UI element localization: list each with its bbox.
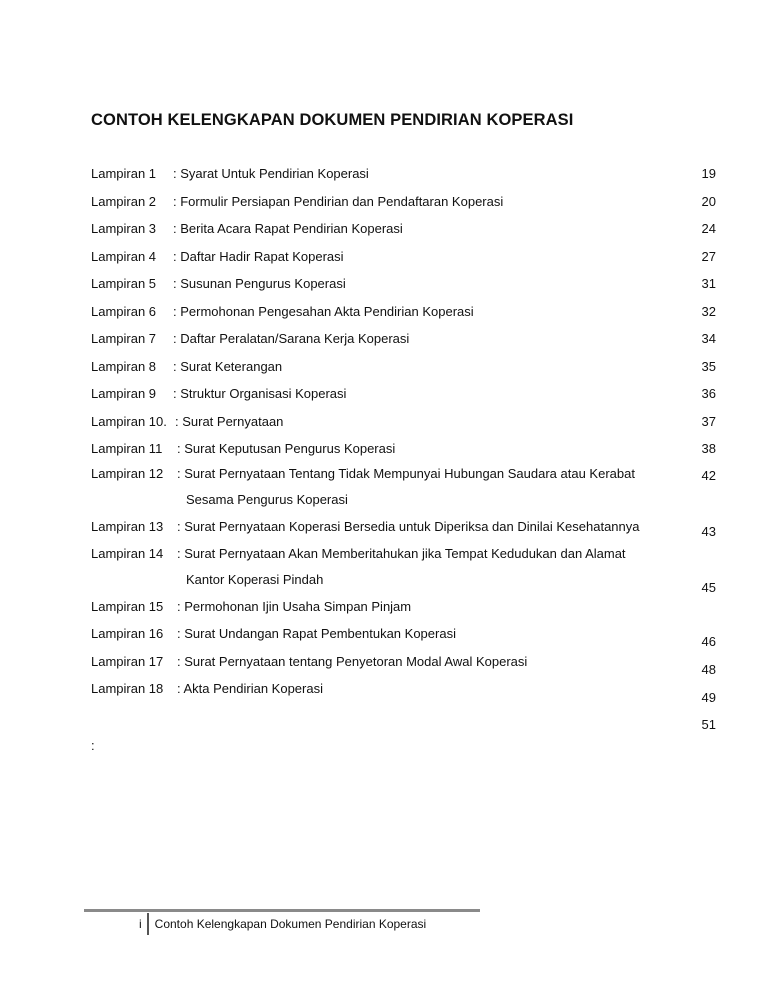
footer-rule <box>84 909 480 912</box>
page-number: 24 <box>701 221 716 236</box>
page-number: 38 <box>701 441 716 456</box>
page-number: 35 <box>701 359 716 374</box>
entry-label: Lampiran 16 <box>91 626 164 641</box>
footer-text: Contoh Kelengkapan Dokumen Pendirian Koperasi <box>154 917 427 931</box>
entry-text: : Susunan Pengurus Koperasi <box>173 276 346 291</box>
document-title: CONTOH KELENGKAPAN DOKUMEN PENDIRIAN KOPERASI <box>91 111 574 129</box>
entry-text-continued: Kantor Koperasi Pindah <box>186 572 324 587</box>
entry-text: : Surat Pernyataan tentang Penyetoran Modal Awal Koperasi <box>177 654 528 669</box>
entry-text: : Berita Acara Rapat Pendirian Koperasi <box>173 221 403 236</box>
list-item <box>91 441 396 457</box>
entry-text: : Permohonan Pengesahan Akta Pendirian Koperasi <box>173 304 474 319</box>
footer-page-number: i <box>139 917 142 931</box>
page-number: 49 <box>701 690 716 705</box>
list-item <box>91 626 456 642</box>
page-number: 31 <box>701 276 716 291</box>
list-item <box>91 359 283 375</box>
page-number: 43 <box>701 524 716 539</box>
list-item <box>91 194 504 210</box>
entry-text: : Syarat Untuk Pendirian Koperasi <box>173 166 369 181</box>
page-number: 36 <box>701 386 716 401</box>
list-item <box>91 386 347 402</box>
list-item <box>91 249 344 265</box>
entry-label: Lampiran 14 <box>91 546 164 561</box>
list-item <box>91 519 640 535</box>
entry-label: Lampiran 15 <box>91 599 164 614</box>
list-item <box>91 331 410 347</box>
entry-label: Lampiran 1 <box>91 166 157 181</box>
entry-text: : Surat Pernyataan Tentang Tidak Mempunyai Hubungan Saudara atau Kerabat <box>177 466 635 481</box>
entry-label: Lampiran 8 <box>91 359 157 374</box>
list-item <box>91 681 323 697</box>
list-item <box>91 546 626 587</box>
page-number: 20 <box>701 194 716 209</box>
entry-label: Lampiran 2 <box>91 194 157 209</box>
entry-text: : Surat Pernyataan <box>175 414 284 429</box>
footer-divider <box>147 913 149 935</box>
entry-label: Lampiran 12 <box>91 466 164 481</box>
list-item <box>91 276 346 292</box>
stray-colon: : <box>91 738 95 753</box>
entry-label: Lampiran 3 <box>91 221 157 236</box>
entry-label: Lampiran 4 <box>91 249 157 264</box>
entry-label: Lampiran 7 <box>91 331 157 346</box>
list-item <box>91 414 284 430</box>
entry-text: : Surat Undangan Rapat Pembentukan Koperasi <box>177 626 456 641</box>
page-number: 19 <box>701 166 716 181</box>
entry-label: Lampiran 17 <box>91 654 164 669</box>
entry-text: : Daftar Peralatan/Sarana Kerja Koperasi <box>173 331 410 346</box>
page-number: 48 <box>701 662 716 677</box>
entry-text: : Permohonan Ijin Usaha Simpan Pinjam <box>177 599 412 614</box>
page-number: 46 <box>701 634 716 649</box>
page-number: 42 <box>701 468 716 483</box>
entry-text-continued: Sesama Pengurus Koperasi <box>186 492 348 507</box>
page-number: 27 <box>701 249 716 264</box>
list-item <box>91 466 635 507</box>
entry-label: Lampiran 9 <box>91 386 157 401</box>
entry-text: : Daftar Hadir Rapat Koperasi <box>173 249 344 264</box>
page-number: 37 <box>701 414 716 429</box>
entry-text: : Surat Keputusan Pengurus Koperasi <box>177 441 396 456</box>
page-number: 45 <box>701 580 716 595</box>
entry-label: Lampiran 13 <box>91 519 164 534</box>
entry-text: : Formulir Persiapan Pendirian dan Pendaftaran Koperasi <box>173 194 504 209</box>
entry-label: Lampiran 5 <box>91 276 157 291</box>
entry-text: : Surat Pernyataan Akan Memberitahukan jika Tempat Kedudukan dan Alamat <box>177 546 626 561</box>
page-number: 34 <box>701 331 716 346</box>
list-item <box>91 599 412 615</box>
list-item <box>91 304 474 320</box>
list-item <box>91 166 369 182</box>
list-item <box>91 221 403 237</box>
list-item <box>91 654 528 670</box>
entry-label: Lampiran 18 <box>91 681 164 696</box>
entry-text: : Struktur Organisasi Koperasi <box>173 386 347 401</box>
entry-label: Lampiran 10. <box>91 414 167 429</box>
entry-text: : Akta Pendirian Koperasi <box>177 681 323 696</box>
entry-label: Lampiran 6 <box>91 304 157 319</box>
entry-label: Lampiran 11 <box>91 441 163 456</box>
page-number: 32 <box>701 304 716 319</box>
page-footer <box>139 913 426 935</box>
page-number: 51 <box>701 717 716 732</box>
entry-text: : Surat Keterangan <box>173 359 283 374</box>
entry-text: : Surat Pernyataan Koperasi Bersedia untuk Diperiksa dan Dinilai Kesehatannya <box>177 519 640 534</box>
